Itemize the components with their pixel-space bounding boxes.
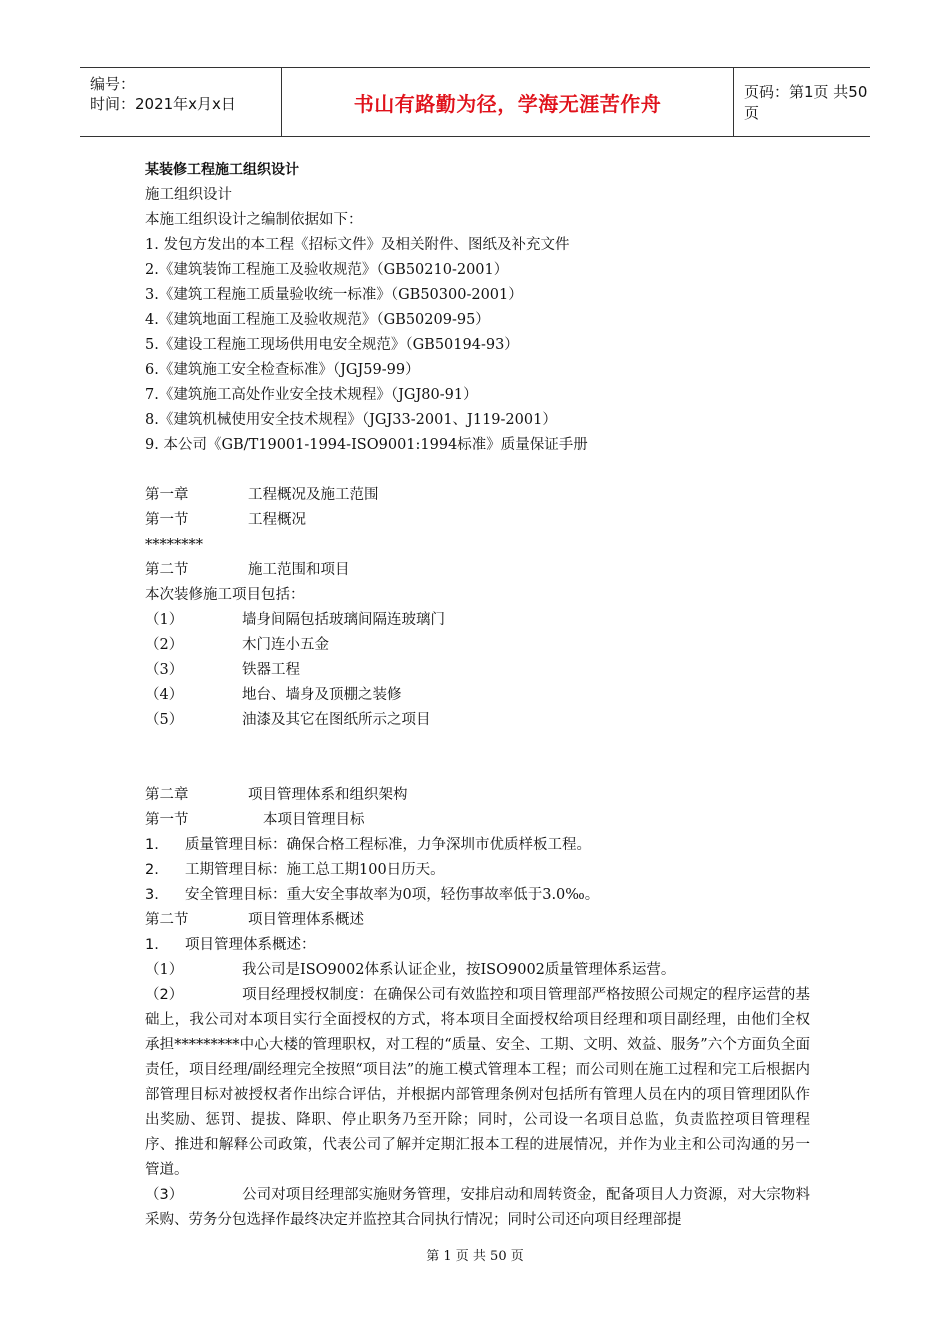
header-motto-cell	[282, 68, 734, 136]
item-text: 地台、墙身及顶棚之装修	[242, 687, 402, 703]
item-number: （4）	[145, 687, 184, 703]
section-label: 第二节	[145, 912, 189, 928]
item-number: （2）	[145, 637, 184, 653]
section-title: 项目管理体系概述	[248, 912, 364, 928]
list-item	[145, 658, 810, 683]
section-2-2-heading	[145, 908, 810, 933]
section-title: 施工范围和项目	[248, 562, 350, 578]
chapter-2-heading	[145, 783, 810, 808]
item-text: 项目管理体系概述：	[185, 937, 316, 953]
stars-placeholder: ********	[145, 537, 203, 553]
header-info-cell	[80, 68, 282, 136]
section-1-1-heading	[145, 508, 810, 533]
item-number: （3）	[145, 662, 184, 678]
chapter-label: 第二章	[145, 787, 189, 803]
page-code: 页码：第1页 共50页	[744, 83, 868, 122]
item-text: 油漆及其它在图纸所示之项目	[242, 712, 431, 728]
basis-item: 1. 发包方发出的本工程《招标文件》及相关附件、图纸及补充文件	[145, 237, 570, 253]
item-text: 公司对项目经理部实施财务管理，安排启动和周转资金，配备项目人力资源，对大宗物料采购、劳务分包选择作最终决定并监控其合同执行情况；同时公司还向项目经理部提	[145, 1187, 810, 1228]
document-body	[145, 158, 810, 1233]
item-number: （3）	[145, 1187, 184, 1203]
section-2-1-heading	[145, 808, 810, 833]
chapter-title: 项目管理体系和组织架构	[248, 787, 408, 803]
chapter-title: 工程概况及施工范围	[248, 487, 379, 503]
basis-item: 4.《建筑地面工程施工及验收规范》（GB50209-95）	[145, 312, 490, 328]
item-number: 2.	[145, 862, 159, 878]
basis-intro: 本施工组织设计之编制依据如下：	[145, 212, 363, 228]
basis-item: 3.《建筑工程施工质量验收统一标准》（GB50300-2001）	[145, 287, 523, 303]
section-title: 工程概况	[248, 512, 306, 528]
basis-item: 9. 本公司《GB/T19001-1994-ISO9001:1994标准》质量保证手册	[145, 437, 588, 453]
chapter-1-heading	[145, 483, 810, 508]
list-item	[145, 883, 810, 908]
chapter-label: 第一章	[145, 487, 189, 503]
list-item	[145, 858, 810, 883]
section-label: 第一节	[145, 512, 189, 528]
item-text: 项目经理授权制度：在确保公司有效监控和项目管理部严格按照公司规定的程序运营的基础上，我公司对本项目实行全面授权的方式，将本项目全面授权给项目经理和项目副经理，由他们全权承担*********中心大楼的管理职权，对工程的“质量、安全、工期、文明、效益、服务”六个方面负全面责任，项目经理/副经理完全按照“项目法”的施工模式管理本工程；而公司则在施工过程和完工后根据内部管理目标对被授权者作出综合评估，并根据内部管理条例对包括所有管理人员在内的项目管理团队作出奖励、惩罚、提拔、降职、停止职务乃至开除；同时，公司设一名项目总监，负责监控项目管理程序、推进和解释公司政策，代表公司了解并定期汇报本工程的进展情况，并作为业主和公司沟通的另一管道。	[145, 987, 810, 1178]
paragraph-item-2	[145, 983, 810, 1183]
list-item	[145, 933, 810, 958]
item-number: 1.	[145, 937, 159, 953]
list-item	[145, 708, 810, 733]
basis-item: 8.《建筑机械使用安全技术规程》（JGJ33-2001、J119-2001）	[145, 412, 557, 428]
item-text: 质量管理目标：确保合格工程标准，力争深圳市优质样板工程。	[185, 837, 591, 853]
item-text: 铁器工程	[242, 662, 300, 678]
section-1-2-heading	[145, 558, 810, 583]
page-footer: 第 1 页 共 50 页	[426, 1249, 524, 1264]
item-text: 木门连小五金	[242, 637, 329, 653]
item-text: 工期管理目标：施工总工期100日历天。	[185, 862, 445, 878]
header-page-cell	[734, 68, 870, 136]
number-label: 编号：	[90, 75, 136, 93]
item-text: 墙身间隔包括玻璃间隔连玻璃门	[242, 612, 445, 628]
item-number: （5）	[145, 712, 184, 728]
scope-intro: 本次装修施工项目包括：	[145, 587, 305, 603]
item-number: （1）	[145, 962, 184, 978]
section-label: 第二节	[145, 562, 189, 578]
basis-item: 5.《建设工程施工现场供用电安全规范》（GB50194-93）	[145, 337, 519, 353]
section-title: 本项目管理目标	[263, 812, 365, 828]
paragraph-item-3	[145, 1183, 810, 1233]
section-label: 第一节	[145, 812, 189, 828]
item-number: 3.	[145, 887, 159, 903]
item-number: 1.	[145, 837, 159, 853]
header-table	[80, 67, 870, 137]
list-item	[145, 683, 810, 708]
item-text: 我公司是ISO9002体系认证企业，按ISO9002质量管理体系运营。	[242, 962, 676, 978]
doc-title: 某装修工程施工组织设计	[145, 162, 299, 178]
list-item	[145, 833, 810, 858]
list-item	[145, 633, 810, 658]
motto: 书山有路勤为径，学海无涯苦作舟	[353, 91, 662, 116]
basis-item: 6.《建筑施工安全检查标准》（JGJ59-99）	[145, 362, 420, 378]
item-text: 安全管理目标：重大安全事故率为0项，轻伤事故率低于3.0‰。	[185, 887, 600, 903]
item-number: （1）	[145, 612, 184, 628]
basis-item: 2.《建筑装饰工程施工及验收规范》（GB50210-2001）	[145, 262, 509, 278]
basis-item: 7.《建筑施工高处作业安全技术规程》（JGJ80-91）	[145, 387, 478, 403]
list-item	[145, 608, 810, 633]
list-item	[145, 958, 810, 983]
doc-subtitle: 施工组织设计	[145, 187, 232, 203]
item-number: （2）	[145, 987, 184, 1003]
time-label: 时间：2021年x月x日	[90, 95, 236, 113]
